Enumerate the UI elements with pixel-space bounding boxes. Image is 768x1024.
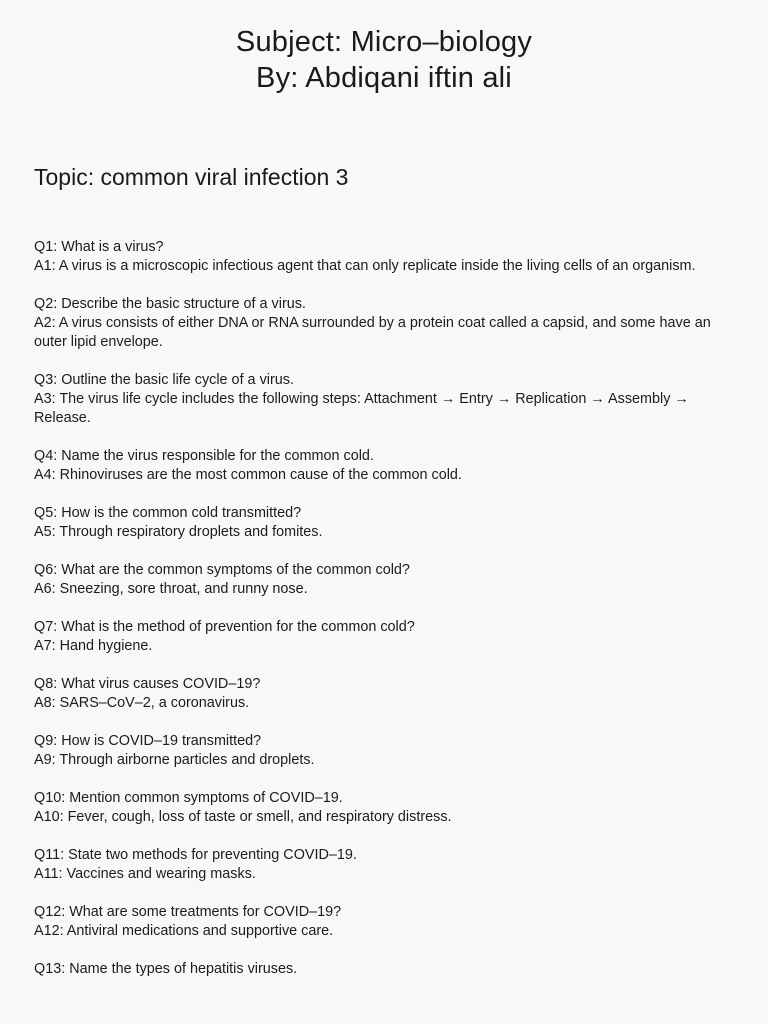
answer-2: A2: A virus consists of either DNA or RNA surrounded by a protein coat called a capsid, and some have an outer lipid envelope.: [34, 315, 711, 350]
answer-4: A4: Rhinoviruses are the most common cause of the common cold.: [34, 467, 462, 483]
answer-6: A6: Sneezing, sore throat, and runny nose.: [34, 581, 308, 597]
answer-8: A8: SARS–CoV–2, a coronavirus.: [34, 695, 250, 711]
answer-3: A3: The virus life cycle includes the following steps: Attachment → Entry → Replication → Assembly → Release.: [34, 391, 689, 426]
qa-item-7: [34, 618, 734, 656]
qa-item-2: [34, 295, 734, 352]
question-10: Q10: Mention common symptoms of COVID–19.: [34, 790, 343, 806]
answer-10: A10: Fever, cough, loss of taste or smell, and respiratory distress.: [34, 809, 452, 825]
question-12: Q12: What are some treatments for COVID–19?: [34, 904, 342, 920]
question-13: Q13: Name the types of hepatitis viruses.: [34, 961, 298, 977]
question-4: Q4: Name the virus responsible for the common cold.: [34, 448, 374, 464]
question-1: Q1: What is a virus?: [34, 239, 164, 255]
question-9: Q9: How is COVID–19 transmitted?: [34, 733, 262, 749]
topic-heading: Topic: common viral infection 3: [34, 164, 349, 190]
qa-item-5: [34, 504, 734, 542]
qa-item-13: [34, 960, 734, 979]
author-line: By: Abdiqani iftin ali: [256, 62, 512, 94]
answer-11: A11: Vaccines and wearing masks.: [34, 866, 256, 882]
question-7: Q7: What is the method of prevention for the common cold?: [34, 619, 415, 635]
question-8: Q8: What virus causes COVID–19?: [34, 676, 261, 692]
qa-item-1: [34, 238, 734, 276]
question-2: Q2: Describe the basic structure of a virus.: [34, 296, 306, 312]
question-5: Q5: How is the common cold transmitted?: [34, 505, 302, 521]
qa-item-3: [34, 371, 734, 428]
document-header: [34, 0, 734, 96]
answer-5: A5: Through respiratory droplets and fomites.: [34, 524, 323, 540]
qa-item-9: [34, 732, 734, 770]
answer-12: A12: Antiviral medications and supportive care.: [34, 923, 334, 939]
question-11: Q11: State two methods for preventing COVID–19.: [34, 847, 357, 863]
qa-item-8: [34, 675, 734, 713]
answer-1: A1: A virus is a microscopic infectious agent that can only replicate inside the living cells of an organism.: [34, 258, 696, 274]
answer-9: A9: Through airborne particles and droplets.: [34, 752, 315, 768]
answer-7: A7: Hand hygiene.: [34, 638, 153, 654]
qa-item-6: [34, 561, 734, 599]
qa-item-10: [34, 789, 734, 827]
question-6: Q6: What are the common symptoms of the common cold?: [34, 562, 410, 578]
qa-item-4: [34, 447, 734, 485]
qa-item-12: [34, 903, 734, 941]
qa-list: [34, 238, 734, 979]
qa-item-11: [34, 846, 734, 884]
subject-title: Subject: Micro–biology: [235, 26, 533, 58]
question-3: Q3: Outline the basic life cycle of a virus.: [34, 372, 294, 388]
